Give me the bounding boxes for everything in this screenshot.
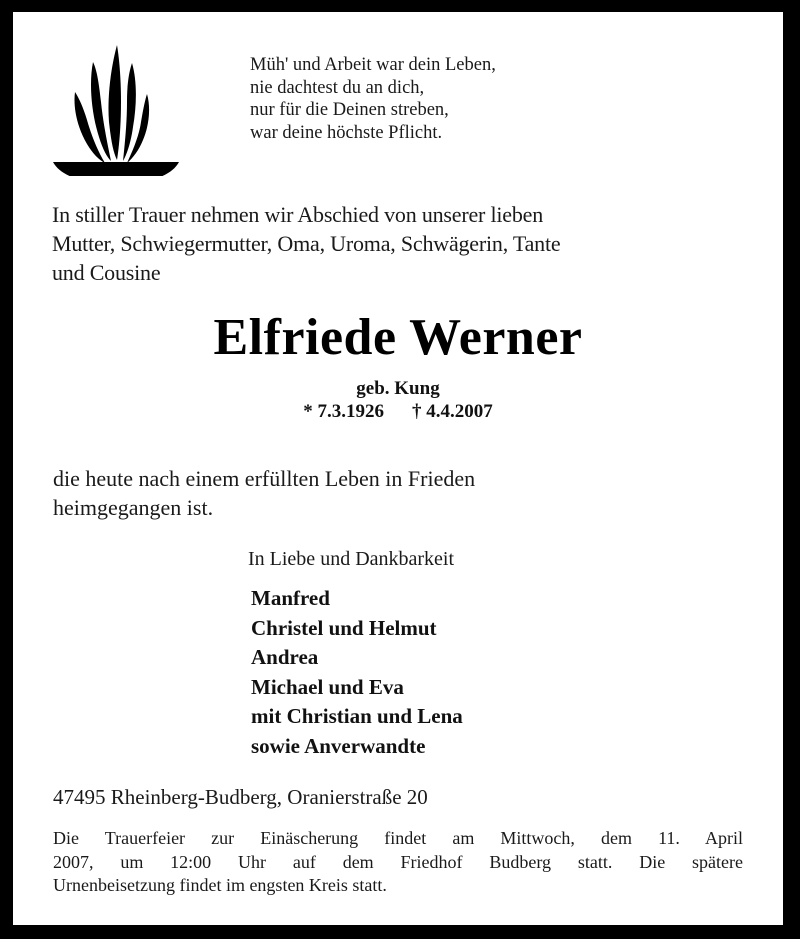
mourner-item: mit Christian und Lena [251, 704, 463, 728]
mourner-item: Andrea [251, 645, 319, 669]
funeral-notice [53, 827, 743, 898]
poem-line: nur für die Deinen streben, [250, 100, 449, 120]
memorial-poem [250, 54, 496, 144]
intro-text [52, 200, 560, 287]
passed-text [53, 464, 475, 522]
obituary-card [13, 12, 783, 925]
passed-line: heimgegangen ist. [53, 495, 214, 520]
notice-line: Die Trauerfeier zur Einäscherung findet am Mittwoch, dem 11. April [53, 828, 743, 848]
mourner-item: Michael und Eva [251, 674, 404, 699]
notice-line: Urnenbeisetzung findet im engsten Kreis statt. [53, 875, 387, 895]
intro-line: Mutter, Schwiegermutter, Oma, Uroma, Schwägerin, Tante [52, 231, 561, 256]
maiden-name: geb. Kung [356, 378, 440, 399]
intro-line: und Cousine [52, 260, 161, 285]
mourner-item: Christel und Helmut [251, 615, 437, 640]
poem-line: Müh' und Arbeit war dein Leben, [250, 55, 496, 75]
intro-line: In stiller Trauer nehmen wir Abschied von unserer lieben [52, 202, 544, 227]
mourner-item: Manfred [251, 586, 330, 610]
thanks-text: In Liebe und Dankbarkeit [248, 548, 455, 570]
poem-line: war deine höchste Pflicht. [250, 122, 443, 143]
notice-line: 2007, um 12:00 Uhr auf dem Friedhof Budberg statt. Die spätere [53, 851, 743, 872]
mourners-list [251, 584, 463, 761]
deceased-name: Elfriede Werner [213, 309, 583, 366]
mourner-item: sowie Anverwandte [251, 733, 426, 758]
address: 47495 Rheinberg-Budberg, Oranierstraße 20 [53, 785, 428, 809]
passed-line: die heute nach einem erfüllten Leben in Frieden [53, 466, 476, 491]
life-dates [13, 400, 783, 424]
birth-date: * 7.3.1926 [303, 401, 384, 422]
death-date: † 4.4.2007 [412, 401, 493, 422]
poem-line: nie dachtest du an dich, [250, 77, 425, 98]
flame-bowl-icon [51, 42, 183, 176]
